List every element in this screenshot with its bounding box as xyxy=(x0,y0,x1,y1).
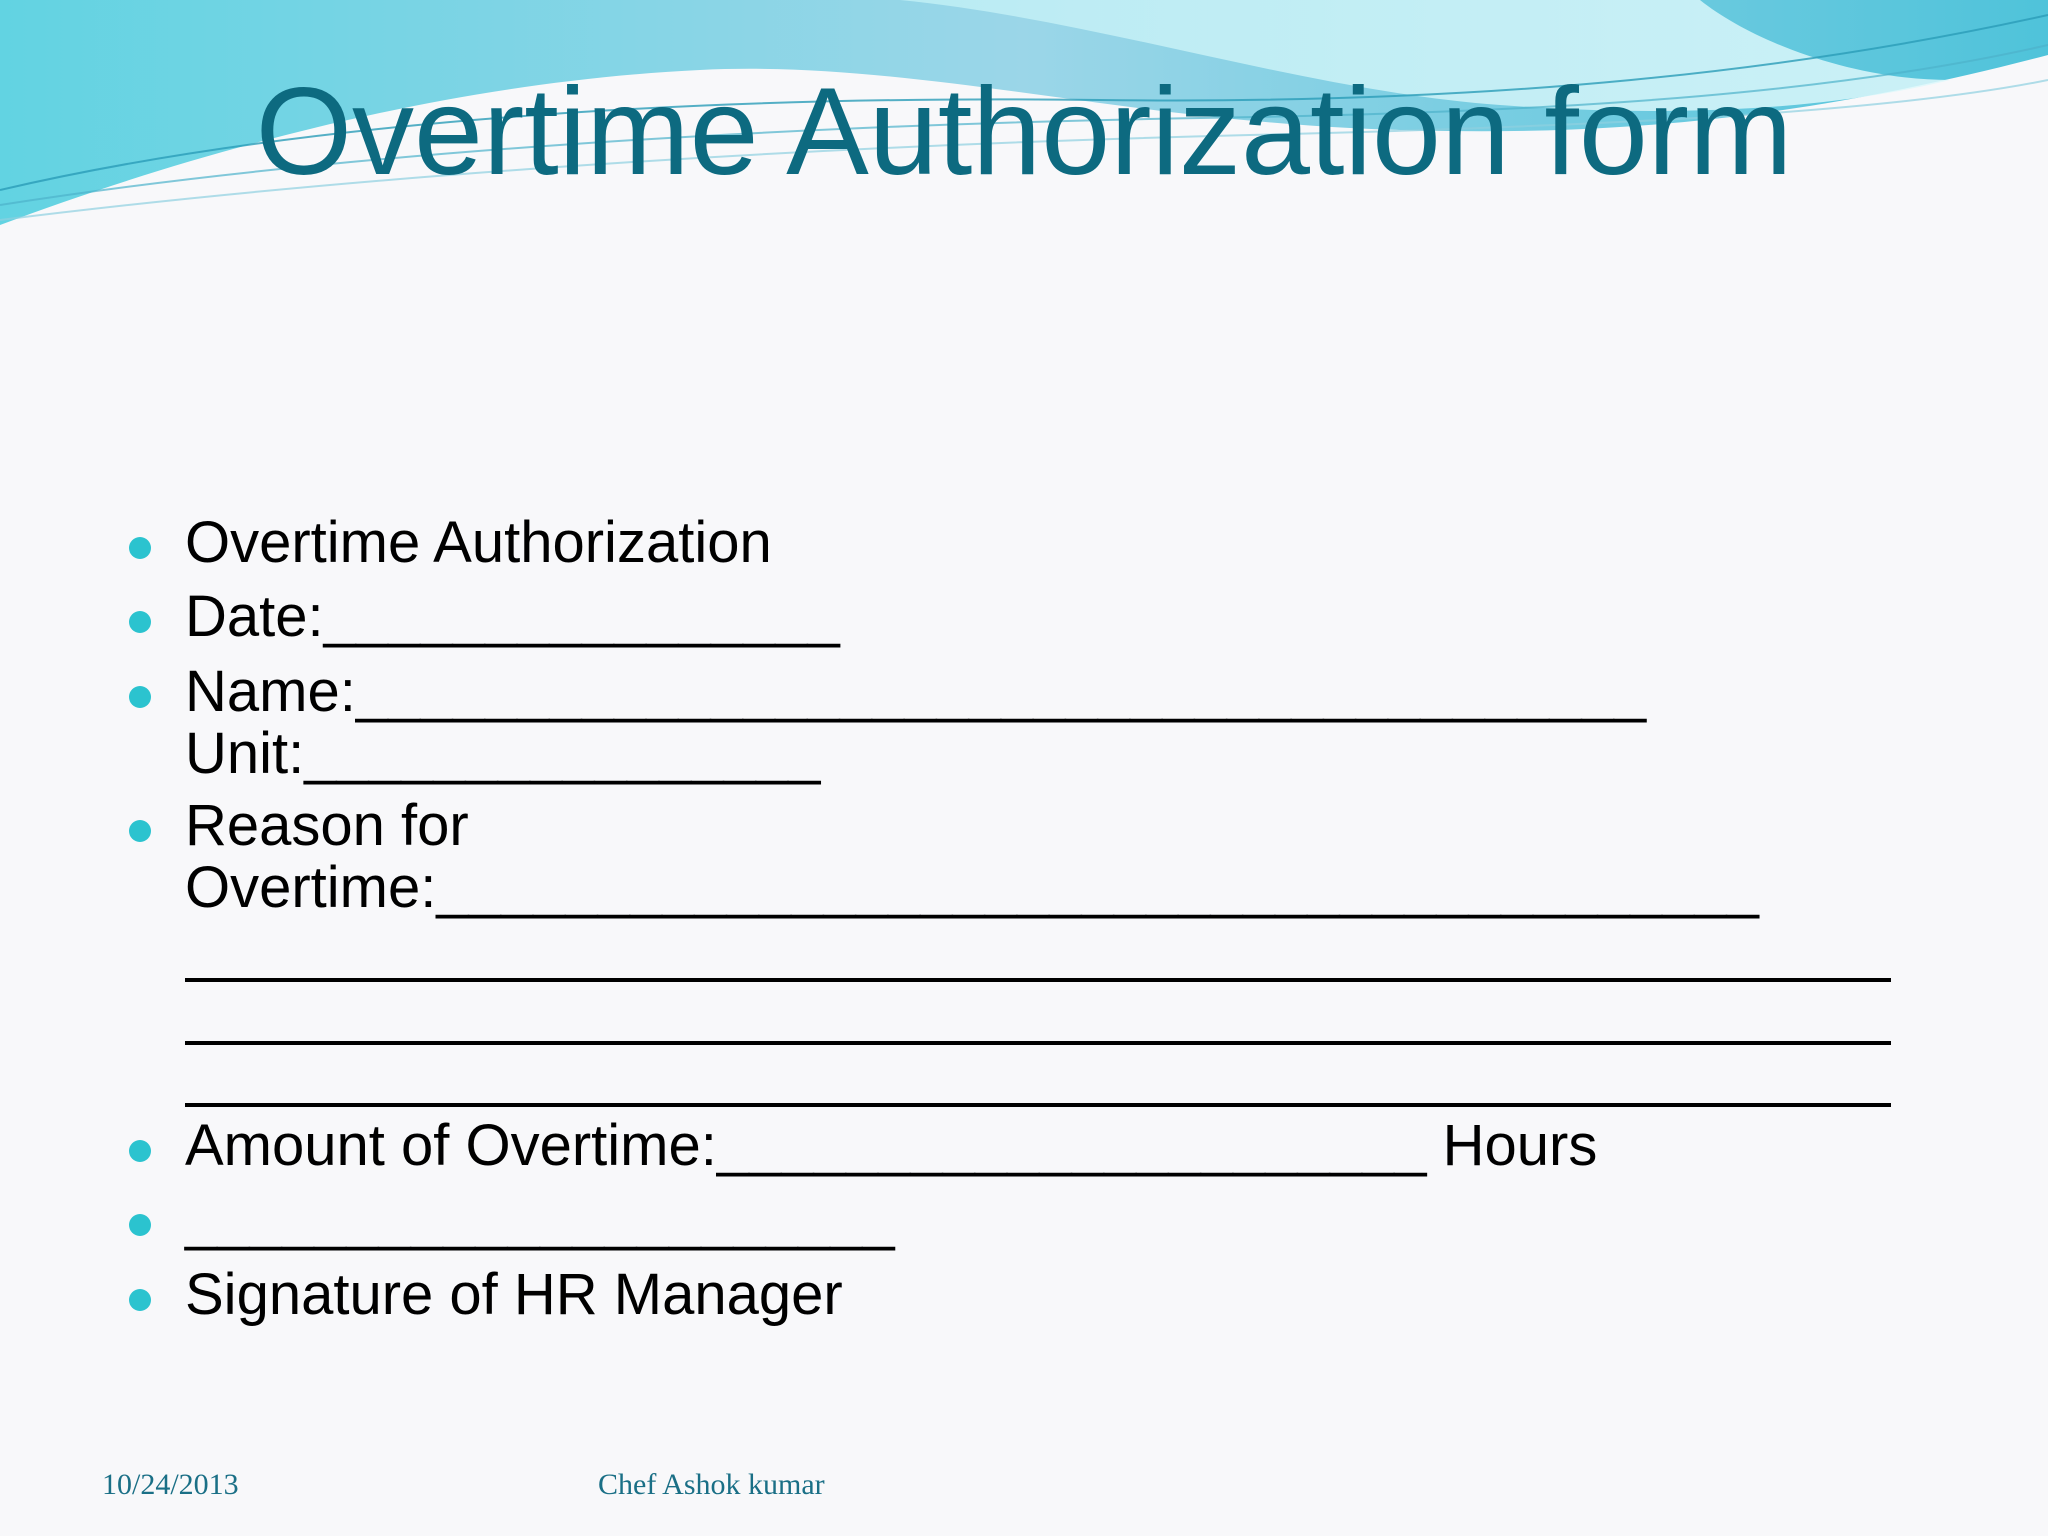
reason-blank-line[interactable] xyxy=(185,1103,1891,1107)
reason-blank-line[interactable] xyxy=(185,978,1891,982)
bullet-icon xyxy=(129,820,151,842)
slide-title: Overtime Authorization form xyxy=(255,63,1793,201)
list-item-amount xyxy=(127,1115,1967,1189)
bullet-icon xyxy=(129,1289,151,1311)
amount-field[interactable]: Amount of Overtime:______________________ Hours xyxy=(185,1113,1598,1178)
list-item-date xyxy=(127,586,1967,661)
footer-author: Chef Ashok kumar xyxy=(598,1468,825,1501)
bullet-icon xyxy=(129,686,151,708)
list-item-overtime-authorization xyxy=(127,512,1967,586)
bullet-icon xyxy=(129,1140,151,1162)
list-item-signature-line xyxy=(127,1189,1967,1264)
footer-date: 10/24/2013 xyxy=(102,1468,239,1501)
bullet-icon xyxy=(129,1214,151,1236)
signature-field[interactable]: ______________________ xyxy=(185,1187,895,1252)
list-item-label: Overtime Authorization xyxy=(185,510,772,575)
list-item-reason xyxy=(127,795,1967,1115)
bullet-icon xyxy=(129,611,151,633)
signature-label: Signature of HR Manager xyxy=(185,1262,843,1327)
bullet-icon xyxy=(129,537,151,559)
form-list xyxy=(127,512,1967,1338)
date-field[interactable]: Date:________________ xyxy=(185,584,840,649)
list-item-name-unit xyxy=(127,661,1967,795)
reason-blank-line[interactable] xyxy=(185,1041,1891,1045)
reason-field[interactable]: Reason for Overtime:_________________________________________ xyxy=(185,793,1759,920)
name-unit-field[interactable]: Name:________________________________________ Unit:________________ xyxy=(185,659,1647,786)
list-item-signature-label xyxy=(127,1264,1967,1338)
